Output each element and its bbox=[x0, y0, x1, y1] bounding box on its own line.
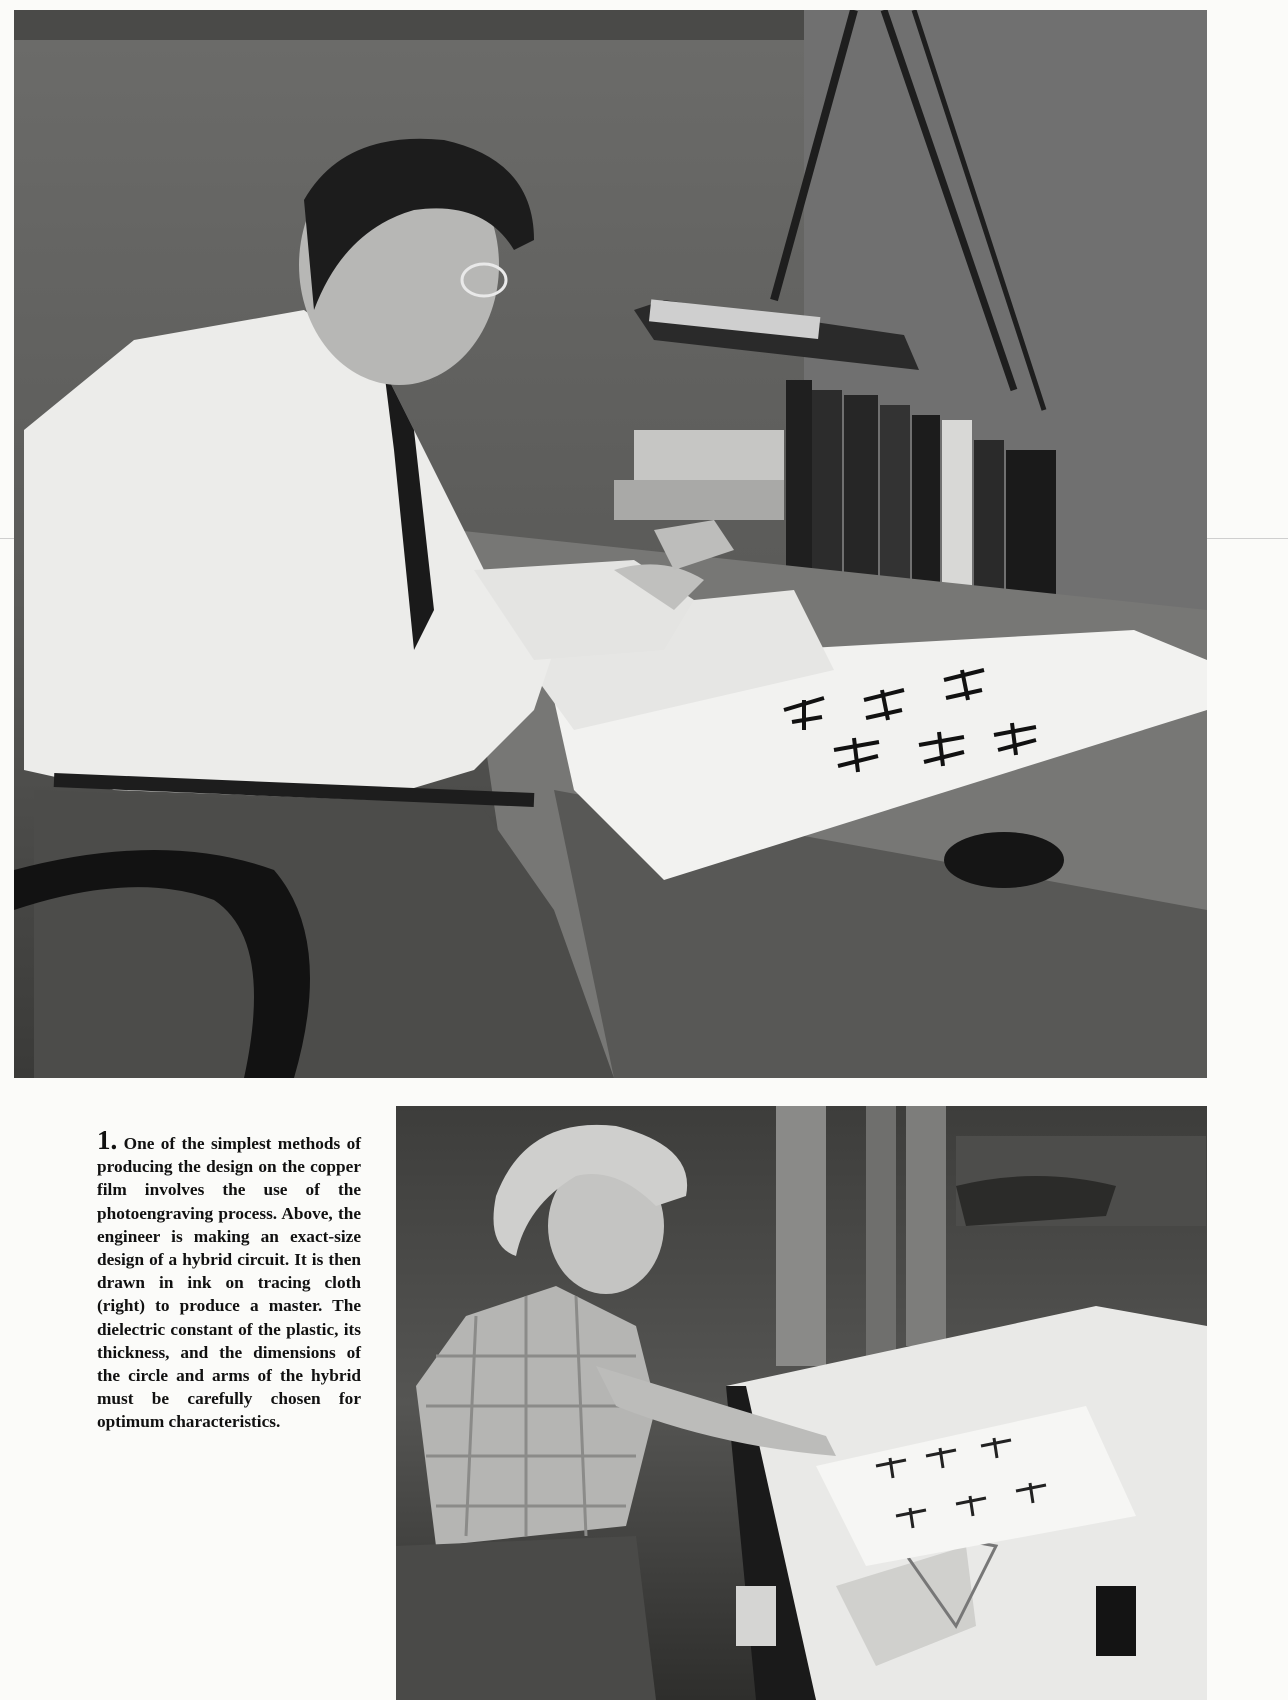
caption-text: One of the simplest methods of producing the design on the copper film involves the use of the photoengraving process. Above, the engineer is making an exact-size design of a hybrid circuit. It is then drawn in ink on tracing cloth (right) to produce a master. The dielectric constant of the plastic, its thickness, and the dimensions of the circle and arms of the hybrid must be carefully chosen for optimum characteristics. bbox=[97, 1134, 361, 1432]
scan-edge-line-right bbox=[1207, 538, 1288, 539]
photo-caption bbox=[97, 1125, 361, 1434]
scan-edge-line bbox=[0, 538, 14, 539]
caption-number: 1. bbox=[97, 1125, 118, 1155]
photo-engineer-at-desk bbox=[14, 10, 1207, 1078]
photo-draftswoman-at-drawing-table bbox=[396, 1106, 1207, 1700]
